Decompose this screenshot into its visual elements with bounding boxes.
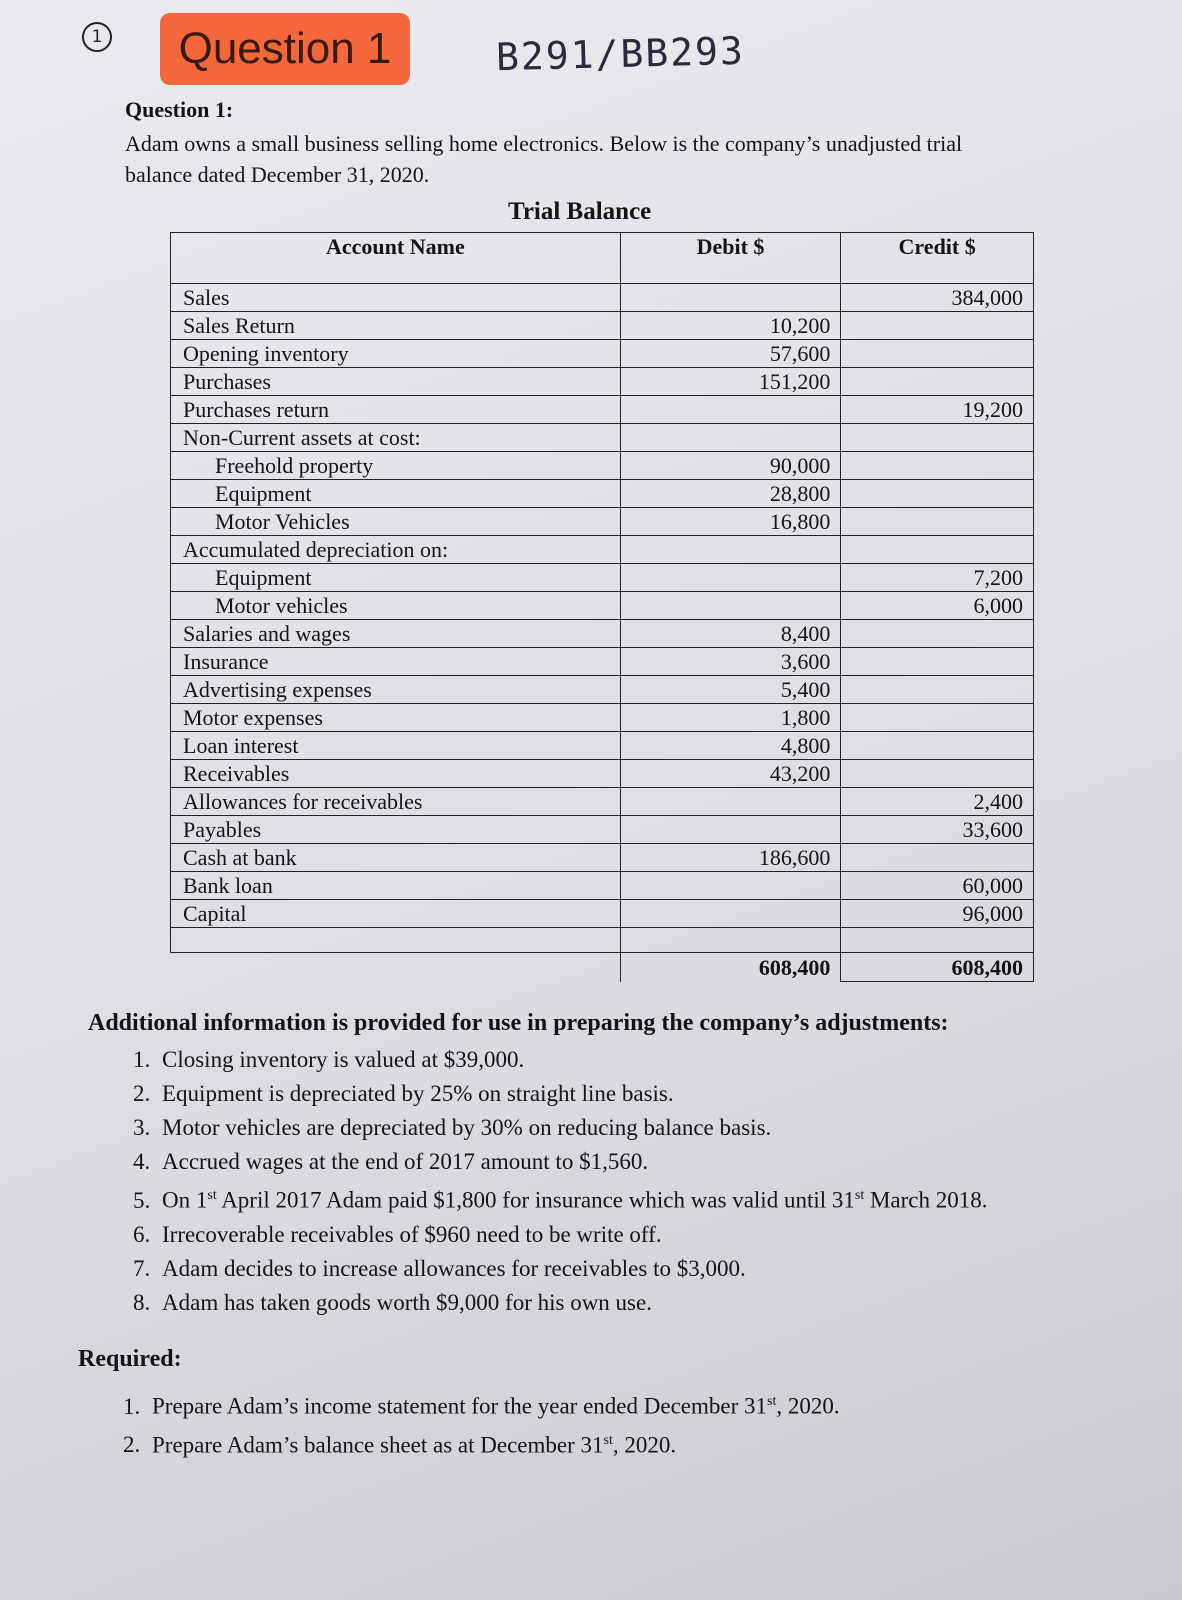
table-row bbox=[171, 648, 1034, 676]
debit-cell: 1,800 bbox=[620, 704, 841, 732]
list-item: 6. Irrecoverable receivables of $960 need to be write off. bbox=[156, 1218, 1078, 1252]
account-name-cell: Sales bbox=[171, 284, 621, 312]
debit-cell: 43,200 bbox=[620, 760, 841, 788]
question-number-circle: 1 bbox=[82, 22, 112, 52]
table-row bbox=[171, 424, 1034, 452]
list-item: 8. Adam has taken goods worth $9,000 for his own use. bbox=[156, 1286, 1078, 1320]
debit-cell bbox=[620, 592, 841, 620]
trial-balance-table bbox=[170, 232, 1034, 982]
credit-cell: 33,600 bbox=[841, 816, 1034, 844]
required-item-text: st bbox=[603, 1432, 613, 1448]
credit-cell bbox=[841, 760, 1034, 788]
credit-cell bbox=[841, 620, 1034, 648]
table-row bbox=[171, 564, 1034, 592]
list-item: 3. Motor vehicles are depreciated by 30% on reducing balance basis. bbox=[156, 1111, 1078, 1145]
credit-cell: 6,000 bbox=[841, 592, 1034, 620]
required-item bbox=[146, 1385, 1068, 1424]
additional-info-title: Additional information is provided for use in preparing the company’s adjustments: bbox=[88, 1010, 949, 1036]
account-name-cell: Insurance bbox=[171, 648, 621, 676]
credit-cell bbox=[841, 676, 1034, 704]
list-item-text: On 1 bbox=[162, 1187, 208, 1213]
required-item-text: , 2020. bbox=[612, 1432, 677, 1458]
table-row bbox=[171, 508, 1034, 536]
account-name-cell: Capital bbox=[171, 900, 621, 928]
account-name-cell: Equipment bbox=[171, 564, 621, 592]
account-name-cell: Bank loan bbox=[171, 872, 621, 900]
credit-cell bbox=[841, 368, 1034, 396]
debit-cell bbox=[620, 396, 841, 424]
credit-cell bbox=[841, 844, 1034, 872]
account-name-cell: Motor expenses bbox=[171, 704, 621, 732]
credit-cell: 384,000 bbox=[841, 284, 1034, 312]
question-tag: Question 1 bbox=[160, 13, 410, 85]
debit-cell: 186,600 bbox=[620, 844, 841, 872]
header-account-name: Account Name bbox=[171, 233, 621, 284]
account-name-cell: Non-Current assets at cost: bbox=[171, 424, 621, 452]
debit-cell bbox=[620, 536, 841, 564]
credit-cell bbox=[841, 508, 1034, 536]
debit-cell: 151,200 bbox=[620, 368, 841, 396]
debit-cell: 8,400 bbox=[620, 620, 841, 648]
account-name-cell: Salaries and wages bbox=[171, 620, 621, 648]
list-item: 4. Accrued wages at the end of 2017 amount to $1,560. bbox=[156, 1145, 1078, 1179]
credit-cell bbox=[841, 340, 1034, 368]
debit-cell bbox=[620, 284, 841, 312]
debit-cell: 28,800 bbox=[620, 480, 841, 508]
table-row bbox=[171, 816, 1034, 844]
table-row bbox=[171, 844, 1034, 872]
required-item-text: , 2020. bbox=[776, 1393, 840, 1419]
total-debit: 608,400 bbox=[620, 953, 841, 982]
table-row bbox=[171, 760, 1034, 788]
required-item bbox=[146, 1424, 1068, 1463]
required-item-text: st bbox=[767, 1394, 777, 1409]
credit-cell bbox=[841, 424, 1034, 452]
table-row bbox=[171, 368, 1034, 396]
table-row bbox=[171, 620, 1034, 648]
table-header-row bbox=[171, 233, 1034, 284]
credit-cell bbox=[841, 480, 1034, 508]
totals-row bbox=[171, 953, 1034, 982]
account-name-cell: Motor vehicles bbox=[171, 592, 621, 620]
list-item-text: st bbox=[854, 1188, 865, 1203]
table-row bbox=[171, 536, 1034, 564]
account-name-cell: Purchases return bbox=[171, 396, 621, 424]
required-title: Required: bbox=[78, 1346, 182, 1372]
empty-cell bbox=[620, 928, 841, 953]
table-row bbox=[171, 704, 1034, 732]
trial-balance-title: Trial Balance bbox=[508, 198, 652, 225]
debit-cell bbox=[620, 424, 841, 452]
debit-cell: 5,400 bbox=[620, 676, 841, 704]
credit-cell bbox=[841, 648, 1034, 676]
account-name-cell: Payables bbox=[171, 816, 621, 844]
credit-cell bbox=[841, 312, 1034, 340]
list-item-text: April 2017 Adam paid $1,800 for insurance which was valid until 31 bbox=[216, 1187, 855, 1213]
debit-cell bbox=[620, 900, 841, 928]
credit-cell: 7,200 bbox=[841, 564, 1034, 592]
required-list bbox=[108, 1385, 1068, 1462]
credit-cell bbox=[841, 536, 1034, 564]
list-item: 1. Closing inventory is valued at $39,000. bbox=[156, 1043, 1078, 1077]
blank-row bbox=[171, 928, 1034, 953]
credit-cell: 19,200 bbox=[841, 396, 1034, 424]
debit-cell: 16,800 bbox=[620, 508, 841, 536]
question-title: Question 1: bbox=[125, 97, 234, 122]
debit-cell: 57,600 bbox=[620, 340, 841, 368]
additional-info-list bbox=[118, 1043, 1078, 1320]
account-name-cell: Opening inventory bbox=[171, 340, 621, 368]
empty-cell bbox=[841, 928, 1034, 953]
list-item bbox=[156, 1179, 1078, 1218]
table-row bbox=[171, 900, 1034, 928]
required-item-text: Prepare Adam’s income statement for the year ended December 31 bbox=[152, 1393, 768, 1419]
account-name-cell: Allowances for receivables bbox=[171, 788, 621, 816]
table-row bbox=[171, 676, 1034, 704]
required-item-text: Prepare Adam’s balance sheet as at December 31 bbox=[152, 1432, 604, 1458]
table-row bbox=[171, 592, 1034, 620]
table-row bbox=[171, 312, 1034, 340]
list-item: 7. Adam decides to increase allowances for receivables to $3,000. bbox=[156, 1252, 1078, 1286]
table-row bbox=[171, 340, 1034, 368]
account-name-cell: Equipment bbox=[171, 480, 621, 508]
list-item-text: March 2018. bbox=[864, 1187, 988, 1213]
table-row bbox=[171, 788, 1034, 816]
table-row bbox=[171, 480, 1034, 508]
list-item: 2. Equipment is depreciated by 25% on straight line basis. bbox=[156, 1077, 1078, 1111]
account-name-cell: Purchases bbox=[171, 368, 621, 396]
table-row bbox=[171, 732, 1034, 760]
credit-cell: 96,000 bbox=[841, 900, 1034, 928]
account-name-cell: Receivables bbox=[171, 760, 621, 788]
account-name-cell: Advertising expenses bbox=[171, 676, 621, 704]
empty-cell bbox=[171, 928, 621, 953]
table-row bbox=[171, 872, 1034, 900]
handwritten-code: B291/BB293 bbox=[495, 28, 746, 80]
table-row bbox=[171, 396, 1034, 424]
account-name-cell: Freehold property bbox=[171, 452, 621, 480]
totals-label-cell bbox=[171, 953, 621, 982]
credit-cell bbox=[841, 704, 1034, 732]
header-credit: Credit $ bbox=[841, 233, 1034, 284]
total-credit: 608,400 bbox=[841, 953, 1034, 982]
debit-cell bbox=[620, 816, 841, 844]
list-item-text: st bbox=[207, 1188, 217, 1203]
credit-cell bbox=[841, 452, 1034, 480]
credit-cell: 60,000 bbox=[841, 872, 1034, 900]
debit-cell: 10,200 bbox=[620, 312, 841, 340]
table-row bbox=[171, 452, 1034, 480]
account-name-cell: Cash at bank bbox=[171, 844, 621, 872]
debit-cell bbox=[620, 564, 841, 592]
debit-cell: 90,000 bbox=[620, 452, 841, 480]
debit-cell: 3,600 bbox=[620, 648, 841, 676]
question-intro: Adam owns a small business selling home electronics. Below is the company’s unadjusted trial balance dated December 31, 2020. bbox=[125, 131, 963, 187]
header-debit: Debit $ bbox=[620, 233, 841, 284]
account-name-cell: Motor Vehicles bbox=[171, 508, 621, 536]
debit-cell bbox=[620, 872, 841, 900]
credit-cell: 2,400 bbox=[841, 788, 1034, 816]
debit-cell: 4,800 bbox=[620, 732, 841, 760]
account-name-cell: Loan interest bbox=[171, 732, 621, 760]
credit-cell bbox=[841, 732, 1034, 760]
table-row bbox=[171, 284, 1034, 312]
account-name-cell: Sales Return bbox=[171, 312, 621, 340]
debit-cell bbox=[620, 788, 841, 816]
account-name-cell: Accumulated depreciation on: bbox=[171, 536, 621, 564]
